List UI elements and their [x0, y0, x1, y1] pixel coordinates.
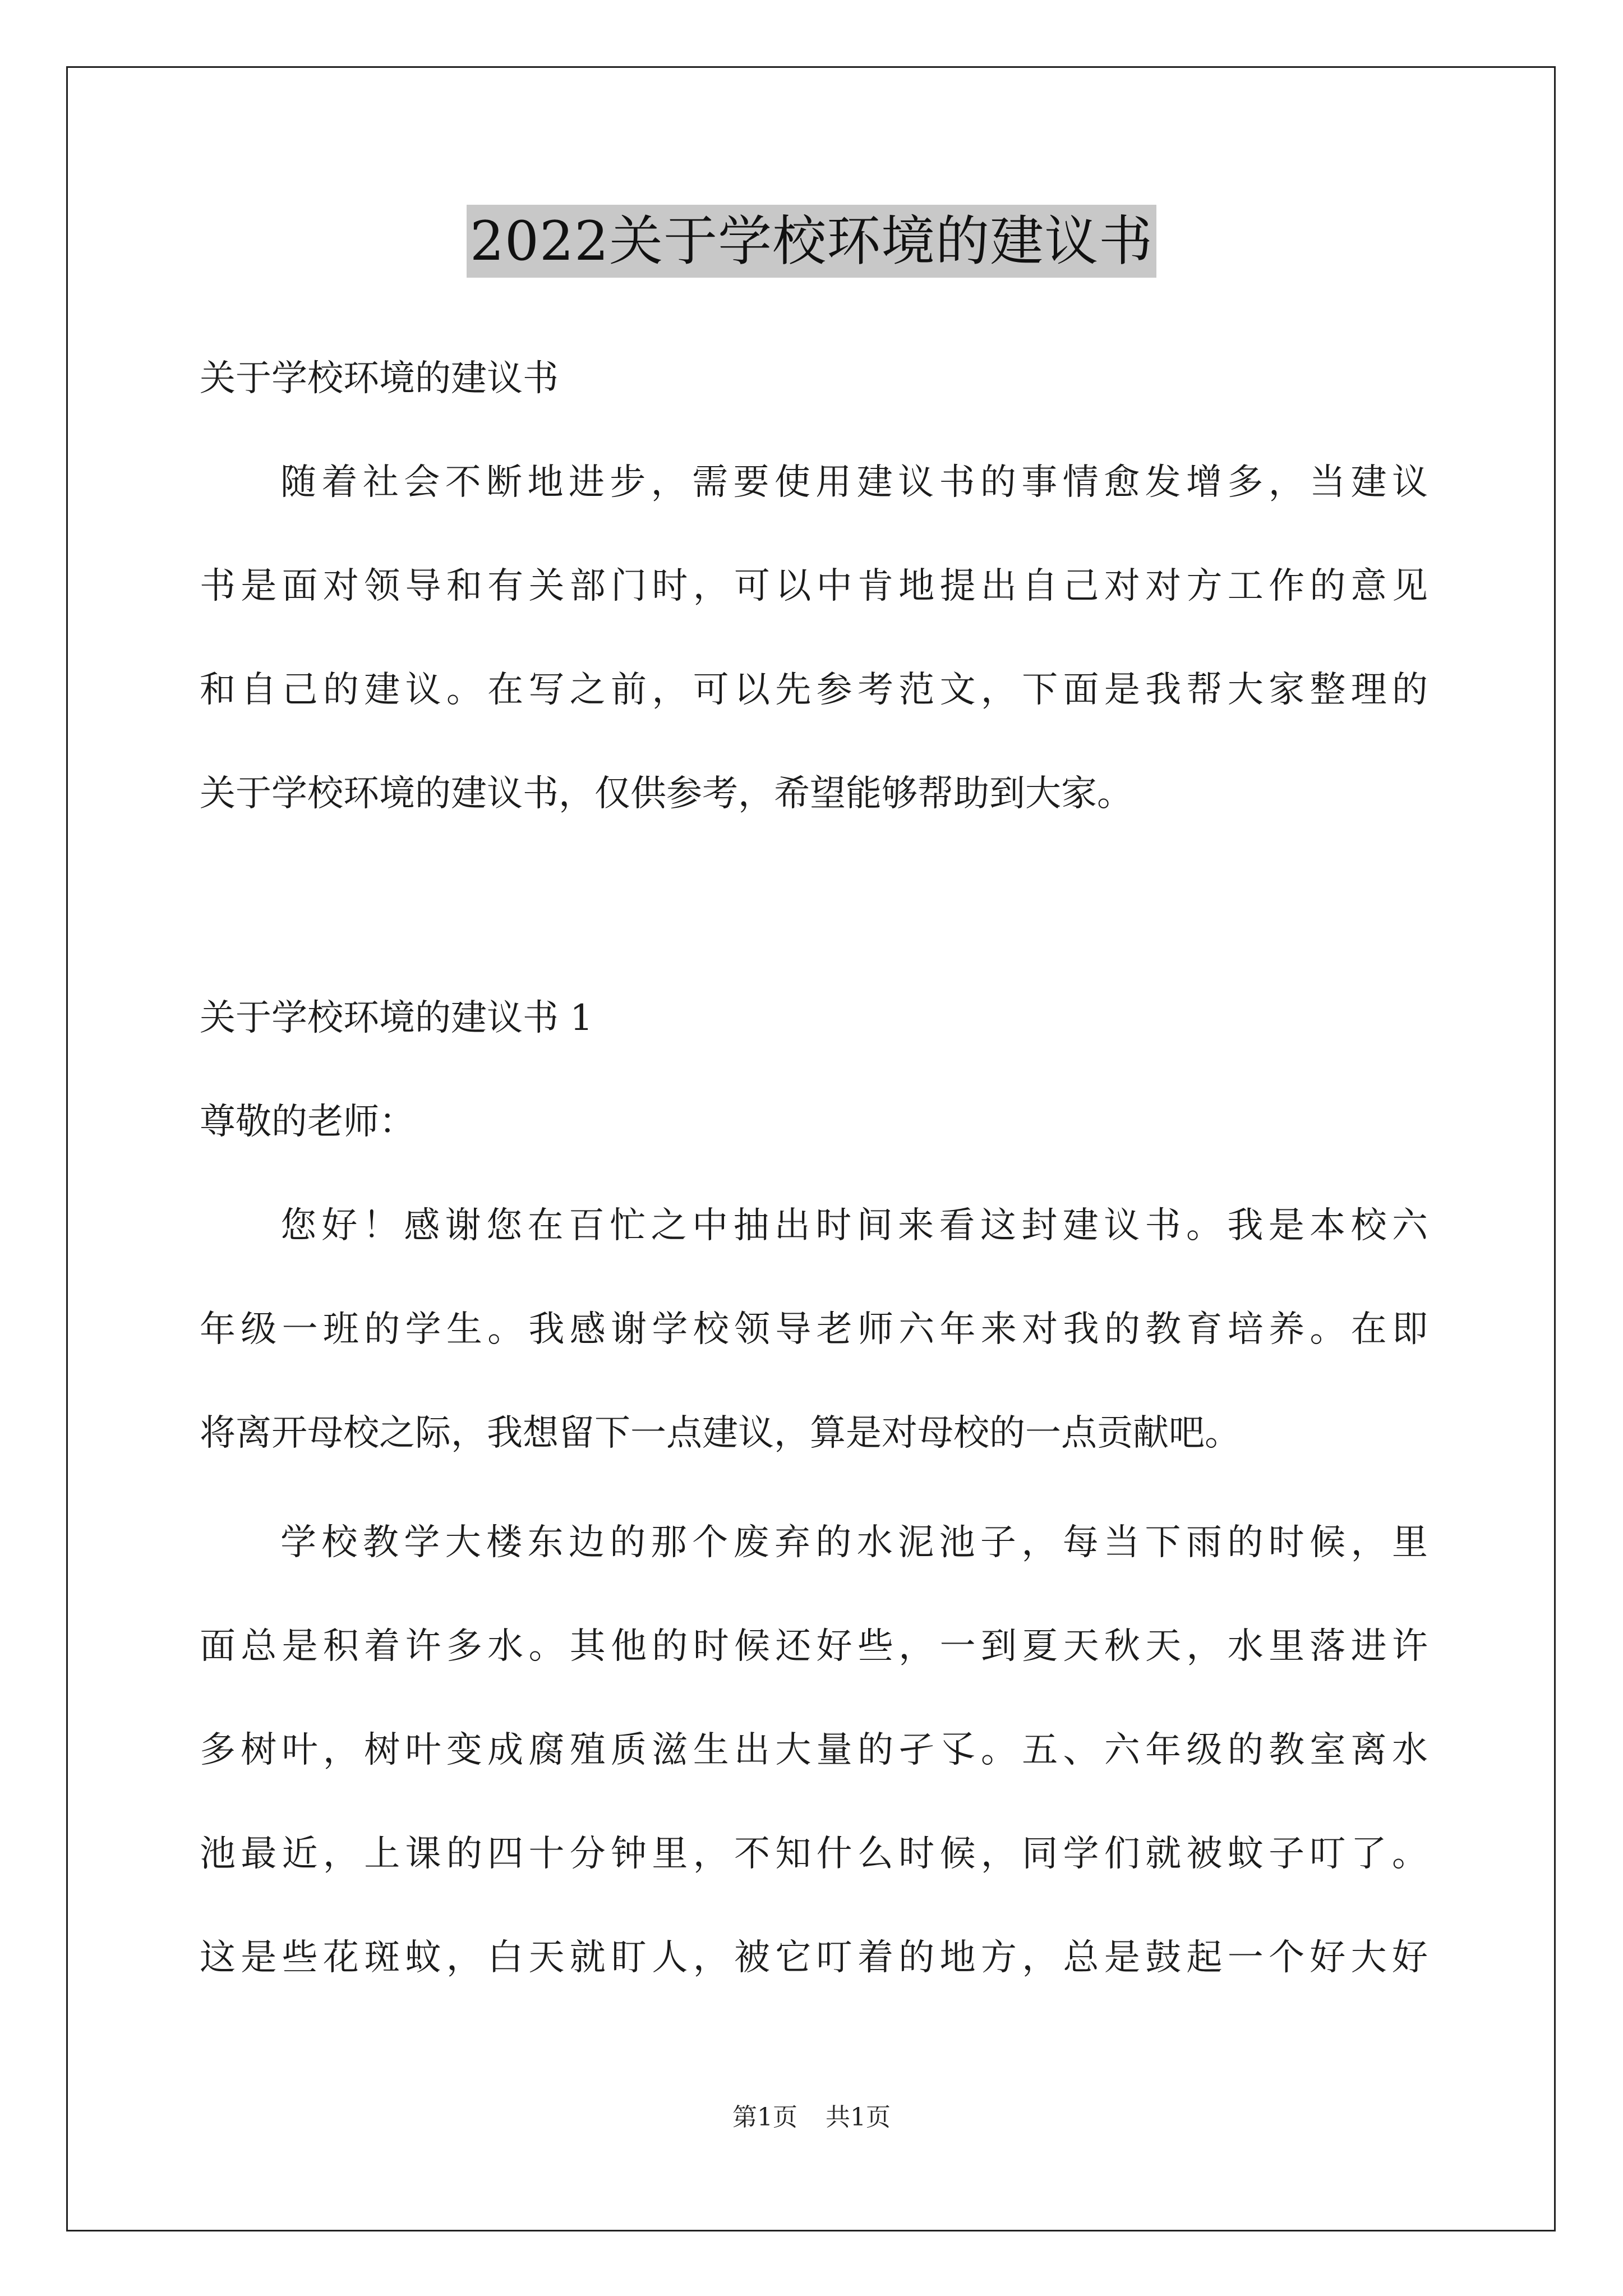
paragraph-line: 将离开母校之际，我想留下一点建议，算是对母校的一点贡献吧。 — [200, 1412, 1241, 1454]
subtitle-line: 关于学校环境的建议书 — [200, 358, 559, 399]
page-footer — [0, 2101, 1623, 2134]
paragraph-line: 这是些花斑蚊，白天就盯人，被它叮着的地方，总是鼓起一个好大好 — [200, 1937, 1428, 1978]
paragraph-line: 书是面对领导和有关部门时，可以中肯地提出自己对对方工作的意见 — [200, 565, 1428, 607]
paragraph-line: 年级一班的学生。我感谢学校领导老师六年来对我的教育培养。在即 — [200, 1309, 1428, 1350]
paragraph-line: 学校教学大楼东边的那个废弃的水泥池子，每当下雨的时候，里 — [280, 1522, 1428, 1563]
paragraph-line: 面总是积着许多水。其他的时候还好些，一到夏天秋天，水里落进许 — [200, 1626, 1428, 1667]
title-container — [0, 205, 1623, 278]
document-title: 2022关于学校环境的建议书 — [467, 205, 1156, 278]
paragraph-line: 关于学校环境的建议书，仅供参考，希望能够帮助到大家。 — [200, 773, 1133, 815]
paragraph-line: 池最近，上课的四十分钟里，不知什么时候，同学们就被蚊子叮了。 — [200, 1833, 1428, 1875]
paragraph-line: 您好！感谢您在百忙之中抽出时间来看这封建议书。我是本校六 — [280, 1205, 1428, 1246]
paragraph-line: 多树叶，树叶变成腐殖质滋生出大量的孑孓。五、六年级的教室离水 — [200, 1729, 1428, 1771]
paragraph-line: 随着社会不断地进步，需要使用建议书的事情愈发增多，当建议 — [280, 462, 1428, 503]
section-heading: 关于学校环境的建议书 1 — [200, 997, 593, 1039]
salutation: 尊敬的老师： — [200, 1101, 415, 1143]
page-number: 第1页 — [732, 2103, 797, 2132]
page-total: 共1页 — [826, 2103, 891, 2132]
paragraph-line: 和自己的建议。在写之前，可以先参考范文，下面是我帮大家整理的 — [200, 669, 1428, 711]
